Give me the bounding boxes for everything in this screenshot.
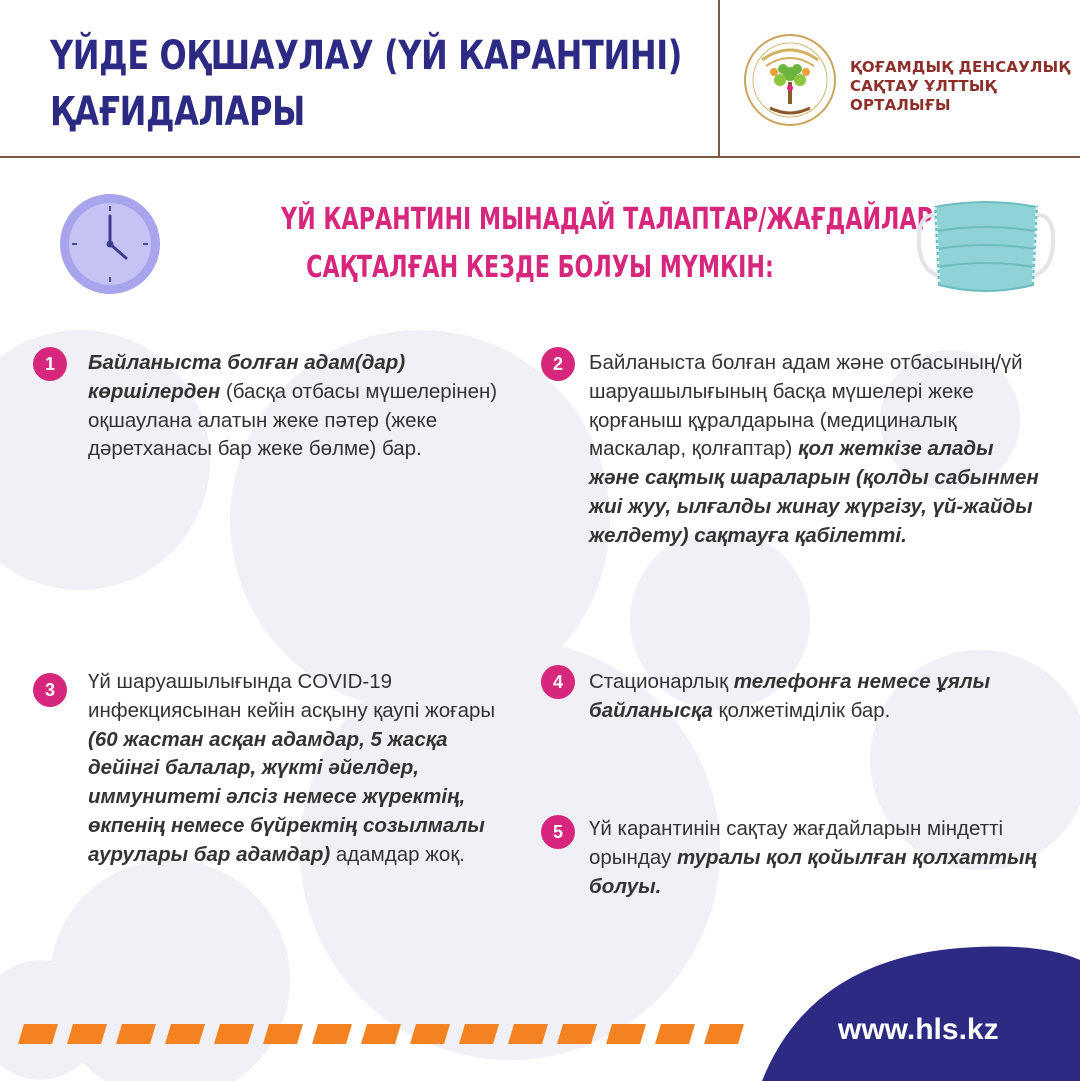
website-link[interactable]: www.hls.kz bbox=[838, 1013, 999, 1046]
item-4-regular-text: Стационарлық bbox=[589, 670, 734, 693]
item-5-regular-text: Үй карантинін сақтау жағдайларын міндетті орындау bbox=[589, 817, 1004, 869]
item-4-tail-text: қолжетімділік бар. bbox=[712, 698, 891, 722]
org-line-2: САҚТАУ ҰЛТТЫҚ bbox=[850, 77, 997, 95]
item-2-bold-text: қол жеткізе алады және сақтық шараларын (қолды сабынмен жиі жуу, ылғалды жинау жүргізу, үй-жайды желдету) сақтауға қабілетті. bbox=[589, 437, 1039, 547]
item-1-regular-text: (басқа отбасы мүшелерінен) оқшаулана алатын жеке пәтер (жеке дәретханасы бар жеке бөлме) бар. bbox=[88, 379, 498, 461]
item-2-regular-text: Байланыста болған адам және отбасының/үй шаруашылығының басқа мүшелері жеке қорғаныш құралдарына (медициналық маскалар, қолғаптар) bbox=[589, 351, 1023, 461]
section-heading-line-1: ҮЙ КАРАНТИНІ МЫНАДАЙ ТАЛАПТАР/ЖАҒДАЙЛАР bbox=[281, 202, 933, 237]
title-line-1: ҮЙДЕ ОҚШАУЛАУ (ҮЙ КАРАНТИНІ) bbox=[50, 33, 682, 79]
item-3-bold-text: (60 жастан асқан адамдар, 5 жасқа дейінгі балалар, жүкті әйелдер, иммунитеті әлсіз немесе жүректің, өкпенің немесе бүйректің созылмалы аурулары бар адамдар) bbox=[88, 727, 485, 866]
item-4-number-badge: 4 bbox=[541, 665, 575, 699]
header-divider bbox=[0, 156, 1080, 158]
item-1-bold-text: Байланыста болған адам(дар) көршілерден bbox=[88, 351, 406, 403]
item-3-regular-text: Үй шаруашылығында COVID-19 инфекциясынан кейін асқыну қаупі жоғары bbox=[88, 670, 496, 722]
org-line-1: ҚОҒАМДЫҚ ДЕНСАУЛЫҚ bbox=[850, 58, 1071, 76]
item-3-tail-text: адамдар жоқ. bbox=[330, 842, 465, 866]
item-5-number-badge: 5 bbox=[541, 815, 575, 849]
item-2-number-badge: 2 bbox=[541, 347, 575, 381]
item-3-number-badge: 3 bbox=[33, 673, 67, 707]
item-4-bold-text: телефонға немесе ұялы байланысқа bbox=[589, 670, 991, 722]
item-5-bold-text: туралы қол қойылған қолхаттың болуы. bbox=[589, 845, 1037, 898]
org-line-3: ОРТАЛЫҒЫ bbox=[850, 96, 951, 114]
header-divider-vertical bbox=[718, 0, 720, 157]
item-1-number-badge: 1 bbox=[33, 347, 67, 381]
title-line-2: ҚАҒИДАЛАРЫ bbox=[50, 89, 305, 135]
section-heading-line-2: САҚТАЛҒАН КЕЗДЕ БОЛУЫ МҮМКІН: bbox=[306, 250, 774, 285]
